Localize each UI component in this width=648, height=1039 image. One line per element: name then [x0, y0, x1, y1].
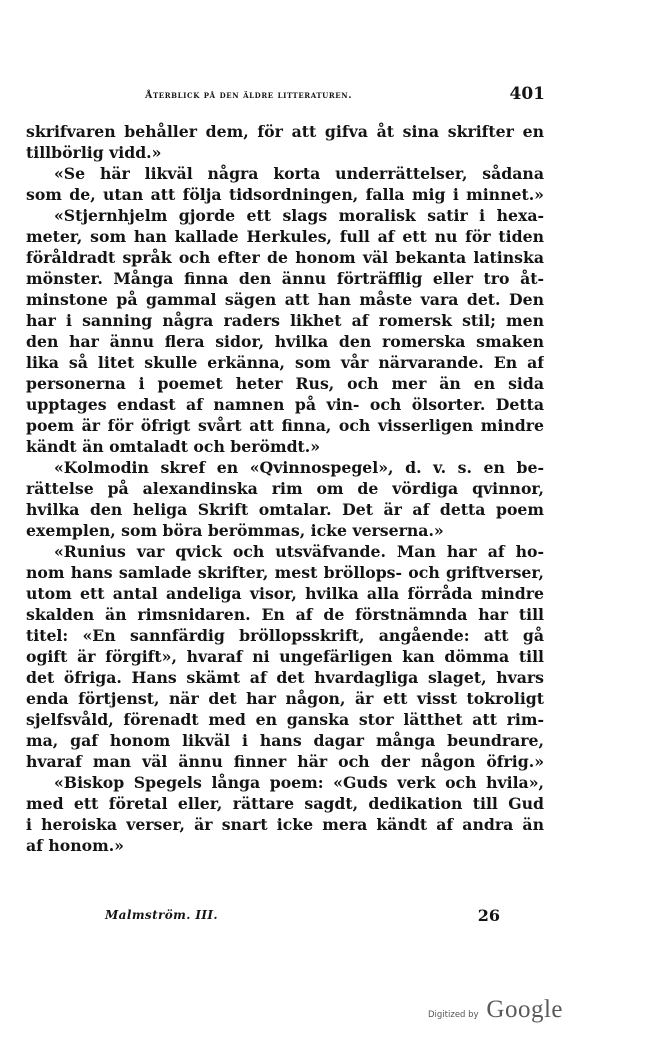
text-line: i heroiska verser, är snart icke mera kändt af andra än: [26, 815, 544, 834]
text-line: upptages endast af namnen på vin- och ölsorter. Detta: [26, 395, 544, 414]
text-line: «Stjernhjelm gjorde ett slags moralisk satir i hexa-: [54, 206, 544, 225]
text-line: «Kolmodin skref en «Qvinnospegel», d. v. s. en be-: [54, 458, 544, 477]
text-line: kändt än omtaladt och berömdt.»: [26, 437, 321, 456]
text-line: hvaraf man väl ännu finner här och der någon öfrig.»: [26, 752, 544, 771]
page-header: [145, 84, 545, 108]
text-line: minstone på gammal sägen att han måste vara det. Den: [26, 290, 544, 309]
text-line: utom ett antal andeliga visor, hvilka alla förråda mindre: [26, 584, 544, 603]
text-line: mönster. Många finna den ännu förträfflig eller tro åt-: [26, 269, 544, 288]
signature-line: [105, 906, 500, 928]
page-number: 401: [509, 84, 545, 104]
text-line: skrifvaren behåller dem, för att gifva åt sina skrifter en: [26, 122, 544, 141]
digitized-by-google-watermark: [428, 996, 563, 1026]
text-line: «Runius var qvick och utsväfvande. Man har af ho-: [54, 542, 544, 561]
text-line: nom hans samlade skrifter, mest bröllops- och griftverser,: [26, 563, 544, 582]
text-line: har i sanning några raders likhet af romersk stil; men: [26, 311, 544, 330]
text-line: som de, utan att följa tidsordningen, falla mig i minnet.»: [26, 185, 544, 204]
text-line: tillbörlig vidd.»: [26, 143, 162, 162]
text-line: med ett företal eller, rättare sagdt, dedikation till Gud: [26, 794, 544, 813]
text-line: det öfriga. Hans skämt af det hvardagliga slaget, hvars: [26, 668, 544, 687]
text-line: «Biskop Spegels långa poem: «Guds verk och hvila»,: [54, 773, 544, 792]
text-line: enda förtjenst, när det har någon, är ett visst tokroligt: [26, 689, 544, 708]
text-line: sjelfsvåld, förenadt med en ganska stor lätthet att rim-: [26, 710, 544, 729]
text-line: exemplen, som böra berömmas, icke verserna.»: [26, 521, 444, 540]
text-line: «Se här likväl några korta underrättelser, sådana: [54, 164, 544, 183]
text-line: den har ännu flera sidor, hvilka den romerska smaken: [26, 332, 544, 351]
text-line: lika så litet skulle erkänna, som vår närvarande. En af: [26, 353, 544, 372]
signature-mark: Malmström. III.: [105, 908, 219, 922]
body-text: [26, 121, 544, 856]
text-line: titel: «En sannfärdig bröllopsskrift, angående: att gå: [26, 626, 544, 645]
text-line: föråldradt språk och efter de honom väl bekanta latinska: [26, 248, 544, 267]
text-line: ogift är förgift», hvaraf ni ungefärligen kan dömma till: [26, 647, 544, 666]
sheet-number: 26: [477, 906, 500, 925]
text-line: hvilka den heliga Skrift omtalar. Det är af detta poem: [26, 500, 544, 519]
text-line: meter, som han kallade Herkules, full af ett nu för tiden: [26, 227, 544, 246]
text-line: skalden än rimsnidaren. En af de förstnämnda har till: [26, 605, 544, 624]
text-line: ma, gaf honom likväl i hans dagar många beundrare,: [26, 731, 544, 750]
running-head: Återblick på den äldre litteraturen.: [145, 90, 353, 101]
google-logo: Google: [486, 996, 563, 1023]
text-line: personerna i poemet heter Rus, och mer än en sida: [26, 374, 544, 393]
text-line: poem är för öfrigt svårt att finna, och visserligen mindre: [26, 416, 544, 435]
digitized-by-label: Digitized by: [428, 1010, 479, 1020]
text-line: af honom.»: [26, 836, 124, 855]
text-line: rättelse på alexandinska rim om de vördiga qvinnor,: [26, 479, 544, 498]
